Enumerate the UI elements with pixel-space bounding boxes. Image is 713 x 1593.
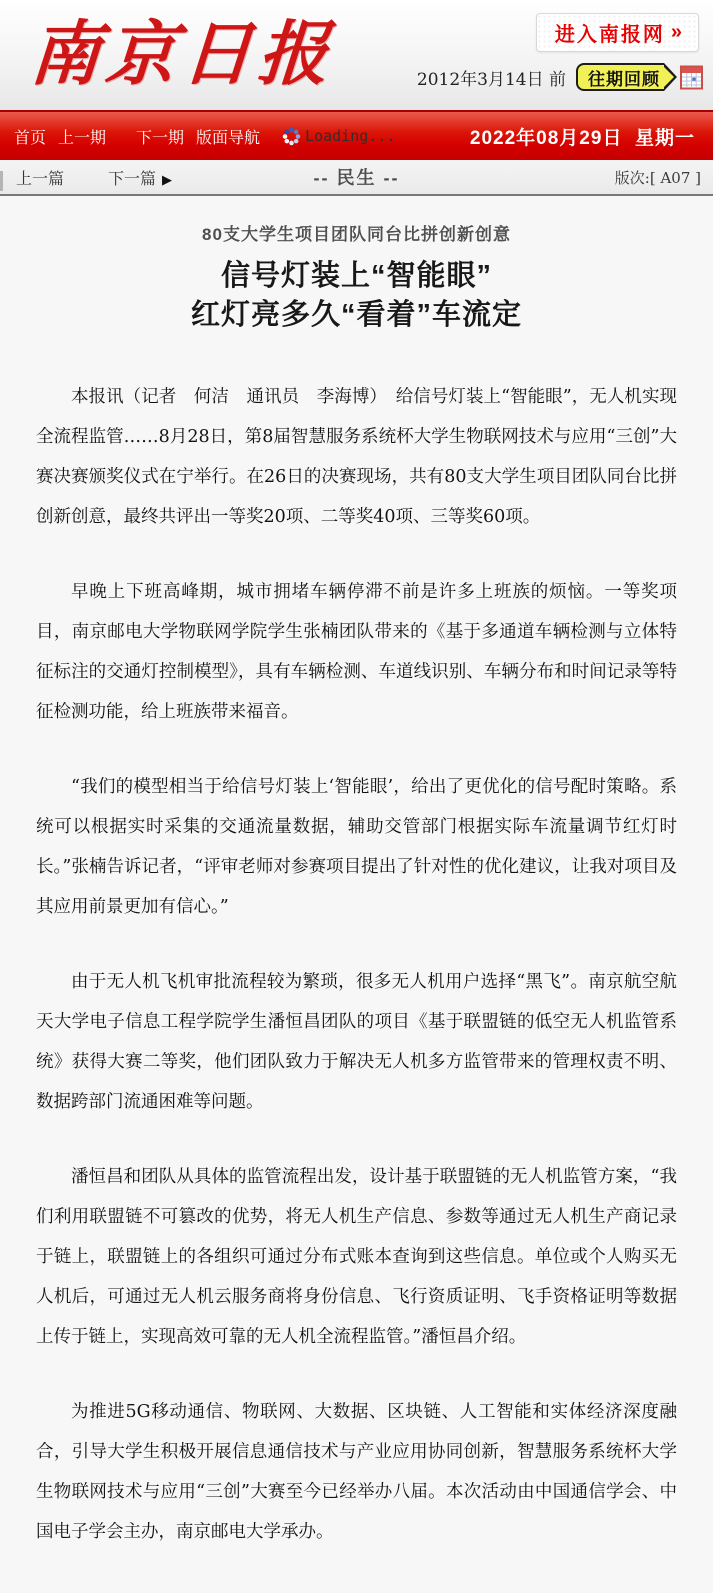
edge-divider (0, 171, 3, 191)
archive-date-row (417, 61, 703, 93)
prev-article-link[interactable]: 上一篇 (16, 170, 65, 188)
double-chevron-right-icon: » (670, 21, 680, 43)
article-title-line2: 红灯亮多久“看着”车流定 (190, 299, 522, 331)
nav-item-page-navigation[interactable]: 版面导航 (196, 129, 261, 147)
article-paragraph: 潘恒昌和团队从具体的监管流程出发，设计基于联盟链的无人机监管方案，“我们利用联盟链不可篡改的优势，将无人机生产信息、参数等通过无人机生产商记录于链上，联盟链上的各组织可通过分布式账本查询到这些信息。单位或个人购买无人机后，可通过无人机云服务商将身份信息、飞行资质证明、飞手资格证明等数据上传于链上，实现高效可靠的无人机全流程监管。”潘恒昌介绍。 (36, 1167, 677, 1347)
article-kicker: 80支大学生项目团队同台比拼创新创意 (202, 225, 511, 244)
next-article-link[interactable] (108, 166, 172, 189)
calendar-icon[interactable] (680, 65, 703, 90)
article-paragraph: “我们的模型相当于给信号灯装上‘智能眼’，给出了更优化的信号配时策略。系统可以根据实时采集的交通流量数据，辅助交管部门根据实际车流量调节红灯时长。”张楠告诉记者，“评审老师对参赛项目提出了针对性的优化建议，让我对项目及其应用前景更加有信心。” (36, 777, 677, 917)
nav-item-previous-issue[interactable]: 上一期 (58, 129, 107, 147)
loading-spinner-icon (282, 127, 301, 146)
loading-text: Loading... (305, 127, 396, 145)
page-number-label: 版次:[ A07 ] (614, 168, 701, 187)
archive-date-note: 2012年3月14日 前 (416, 69, 566, 90)
archive-review-button[interactable] (576, 63, 664, 91)
article-title-line1: 信号灯装上“智能眼” (220, 260, 492, 292)
enter-site-label: 进入南报网 (554, 24, 665, 46)
section-title: -- 民生 -- (313, 168, 400, 188)
article-title (36, 257, 677, 335)
article-content (0, 220, 713, 1593)
next-article-label: 下一篇 (108, 170, 157, 188)
article-body (36, 377, 677, 1552)
top-header (0, 0, 713, 110)
main-nav-bar (0, 110, 713, 160)
nav-item-home[interactable]: 首页 (14, 129, 47, 147)
article-paragraph: 早晚上下班高峰期，城市拥堵车辆停滞不前是许多上班族的烦恼。一等奖项目，南京邮电大学物联网学院学生张楠团队带来的《基于多通道车辆检测与立体特征标注的交通灯控制模型》，具有车辆检测、车道线识别、车辆分布和时间记录等特征检测功能，给上班族带来福音。 (36, 582, 677, 722)
article-paragraph: 本报讯（记者 何洁 通讯员 李海博） 给信号灯装上“智能眼”，无人机实现全流程监管……8月28日，第8届智慧服务系统杯大学生物联网技术与应用“三创”大赛决赛颁奖仪式在宁举行。在26日的决赛现场，共有80支大学生项目团队同台比拼创新创意，最终共评出一等奖20项、二等奖40项、三等奖60项。 (36, 387, 677, 527)
enter-site-button[interactable] (536, 13, 699, 52)
masthead-logo[interactable]: 南京日报 (27, 12, 338, 95)
triangle-right-icon: ▶ (162, 171, 173, 187)
article-paragraph: 由于无人机飞机审批流程较为繁琐，很多无人机用户选择“黑飞”。南京航空航天大学电子信息工程学院学生潘恒昌团队的项目《基于联盟链的低空无人机监管系统》获得大赛二等奖，他们团队致力于解决无人机多方监管带来的管理权责不明、数据跨部门流通困难等问题。 (36, 972, 677, 1112)
archive-review-label: 往期回顾 (588, 69, 660, 89)
nav-item-next-issue[interactable]: 下一期 (136, 129, 185, 147)
article-paragraph: 为推进5G移动通信、物联网、大数据、区块链、人工智能和实体经济深度融合，引导大学生积极开展信息通信技术与产业应用协同创新，智慧服务系统杯大学生物联网技术与应用“三创”大赛至今已经举办八届。本次活动由中国通信学会、中国电子学会主办，南京邮电大学承办。 (36, 1402, 677, 1542)
arrow-tip (664, 67, 674, 87)
current-issue-date: 2022年08月29日 星期一 (469, 127, 695, 149)
article-nav-bar (0, 160, 713, 196)
